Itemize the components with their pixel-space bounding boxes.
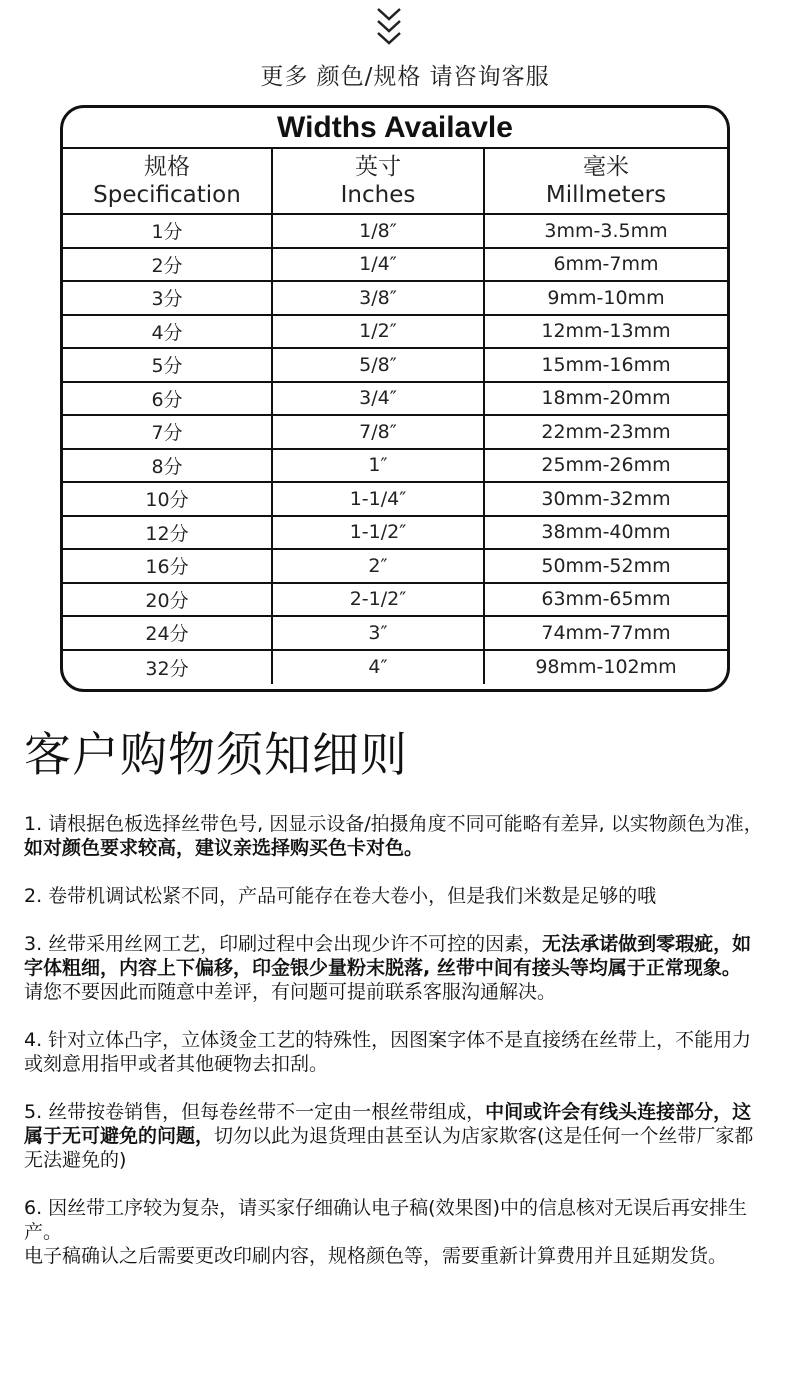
table-cell-inches: 1″	[273, 450, 485, 484]
rule-item	[24, 1028, 769, 1076]
column-header-millimeters	[485, 149, 727, 215]
table-cell-spec: 5分	[63, 349, 273, 383]
table-cell-inches: 2-1/2″	[273, 584, 485, 618]
table-cell-mm: 30mm-32mm	[485, 483, 727, 517]
table-cell-spec: 10分	[63, 483, 273, 517]
column-header-zh: 英寸	[355, 154, 401, 180]
table-cell-spec: 20分	[63, 584, 273, 618]
table-cell-mm: 25mm-26mm	[485, 450, 727, 484]
table-cell-inches: 1-1/4″	[273, 483, 485, 517]
table-cell-inches: 3″	[273, 617, 485, 651]
table-cell-mm: 9mm-10mm	[485, 282, 727, 316]
table-cell-spec: 8分	[63, 450, 273, 484]
table-cell-spec: 4分	[63, 316, 273, 350]
rule-item	[24, 932, 769, 1004]
table-cell-mm: 74mm-77mm	[485, 617, 727, 651]
rule-text-emphasis: 无法承诺做到零瑕疵，如字体粗细，内容上下偏移，印金银少量粉末脱落, 丝带中间有接头等均属于正常现象。	[24, 933, 752, 979]
rule-item	[24, 884, 769, 908]
table-cell-mm: 98mm-102mm	[535, 656, 677, 679]
table-cell-mm: 3mm-3.5mm	[485, 215, 727, 249]
table-cell-spec: 32分	[63, 651, 273, 685]
rule-text: 3. 丝带采用丝网工艺，印刷过程中会出现少许不可控的因素，	[24, 933, 543, 955]
column-header-inches	[273, 149, 485, 215]
table-cell-mm: 12mm-13mm	[485, 316, 727, 350]
table-cell-mm: 6mm-7mm	[485, 249, 727, 283]
contact-service-note: 更多 颜色/规格 请咨询客服	[260, 64, 550, 90]
table-cell-mm: 50mm-52mm	[485, 550, 727, 584]
table-cell-inches: 7/8″	[273, 416, 485, 450]
table-cell-spec: 3分	[63, 282, 273, 316]
table-cell-spec: 16分	[63, 550, 273, 584]
table-cell-spec: 2分	[63, 249, 273, 283]
table-cell-inches: 2″	[273, 550, 485, 584]
column-header-en: Specification	[93, 182, 241, 208]
table-cell-mm: 38mm-40mm	[485, 517, 727, 551]
table-cell-inches: 4″	[273, 651, 485, 685]
table-cell-spec: 6分	[63, 383, 273, 417]
table-cell-inches: 1/8″	[273, 215, 485, 249]
shopping-notice-title: 客户购物须知细则	[24, 728, 408, 783]
table-cell-inches: 3/8″	[273, 282, 485, 316]
table-cell-inches: 1/2″	[273, 316, 485, 350]
table-cell-inches: 1/4″	[273, 249, 485, 283]
widths-table	[60, 105, 730, 692]
table-cell-inches: 5/8″	[273, 349, 485, 383]
table-cell-mm: 63mm-65mm	[485, 584, 727, 618]
table-cell-mm: 15mm-16mm	[485, 349, 727, 383]
rule-text: 切勿以此为退货理由甚至认为店家欺客(这是任何一个丝带厂家都无法避免的)	[24, 1125, 754, 1171]
rule-text: 4. 针对立体凸字，立体烫金工艺的特殊性，因图案字体不是直接绣在丝带上，不能用力或刻意用指甲或者其他硬物去扣刮。	[24, 1029, 752, 1075]
rule-item	[24, 1196, 769, 1268]
rule-text: 1. 请根据色板选择丝带色号, 因显示设备/拍摄角度不同可能略有差异, 以实物颜色为准，	[24, 813, 763, 835]
table-title: Widths Availavle	[63, 108, 727, 149]
shopping-rules-list	[24, 812, 769, 1292]
rule-text-emphasis: 如对颜色要求较高，建议亲选择购买色卡对色。	[24, 837, 424, 859]
rule-item	[24, 1100, 769, 1172]
rule-text: 5. 丝带按卷销售，但每卷丝带不一定由一根丝带组成，	[24, 1101, 486, 1123]
double-chevron-down-icon	[375, 6, 403, 48]
column-header-en: Inches	[340, 182, 416, 208]
table-cell-mm: 18mm-20mm	[485, 383, 727, 417]
rule-text-emphasis: 中间或许会有线头连接部分，这属于无可避免的问题，	[24, 1101, 752, 1147]
table-cell-inches: 3/4″	[273, 383, 485, 417]
table-cell-spec: 1分	[63, 215, 273, 249]
rule-text: 6. 因丝带工序较为复杂，请买家仔细确认电子稿(效果图)中的信息核对无误后再安排生产。 电子稿确认之后需要更改印刷内容，规格颜色等，需要重新计算费用并且延期发货。	[24, 1197, 747, 1267]
rule-text: 请您不要因此而随意中差评，有问题可提前联系客服沟通解决。	[24, 981, 557, 1003]
column-header-zh: 毫米	[583, 154, 629, 180]
column-header-en: Millmeters	[545, 182, 667, 208]
table-cell-mm: 22mm-23mm	[485, 416, 727, 450]
table-cell-spec: 24分	[63, 617, 273, 651]
column-header-specification	[63, 149, 273, 215]
table-cell-spec: 12分	[63, 517, 273, 551]
rule-item	[24, 812, 769, 860]
column-header-zh: 规格	[144, 154, 190, 180]
rule-text: 2. 卷带机调试松紧不同，产品可能存在卷大卷小，但是我们米数是足够的哦	[24, 885, 657, 907]
table-grid	[63, 149, 727, 684]
table-cell-spec: 7分	[63, 416, 273, 450]
table-cell-inches: 1-1/2″	[273, 517, 485, 551]
